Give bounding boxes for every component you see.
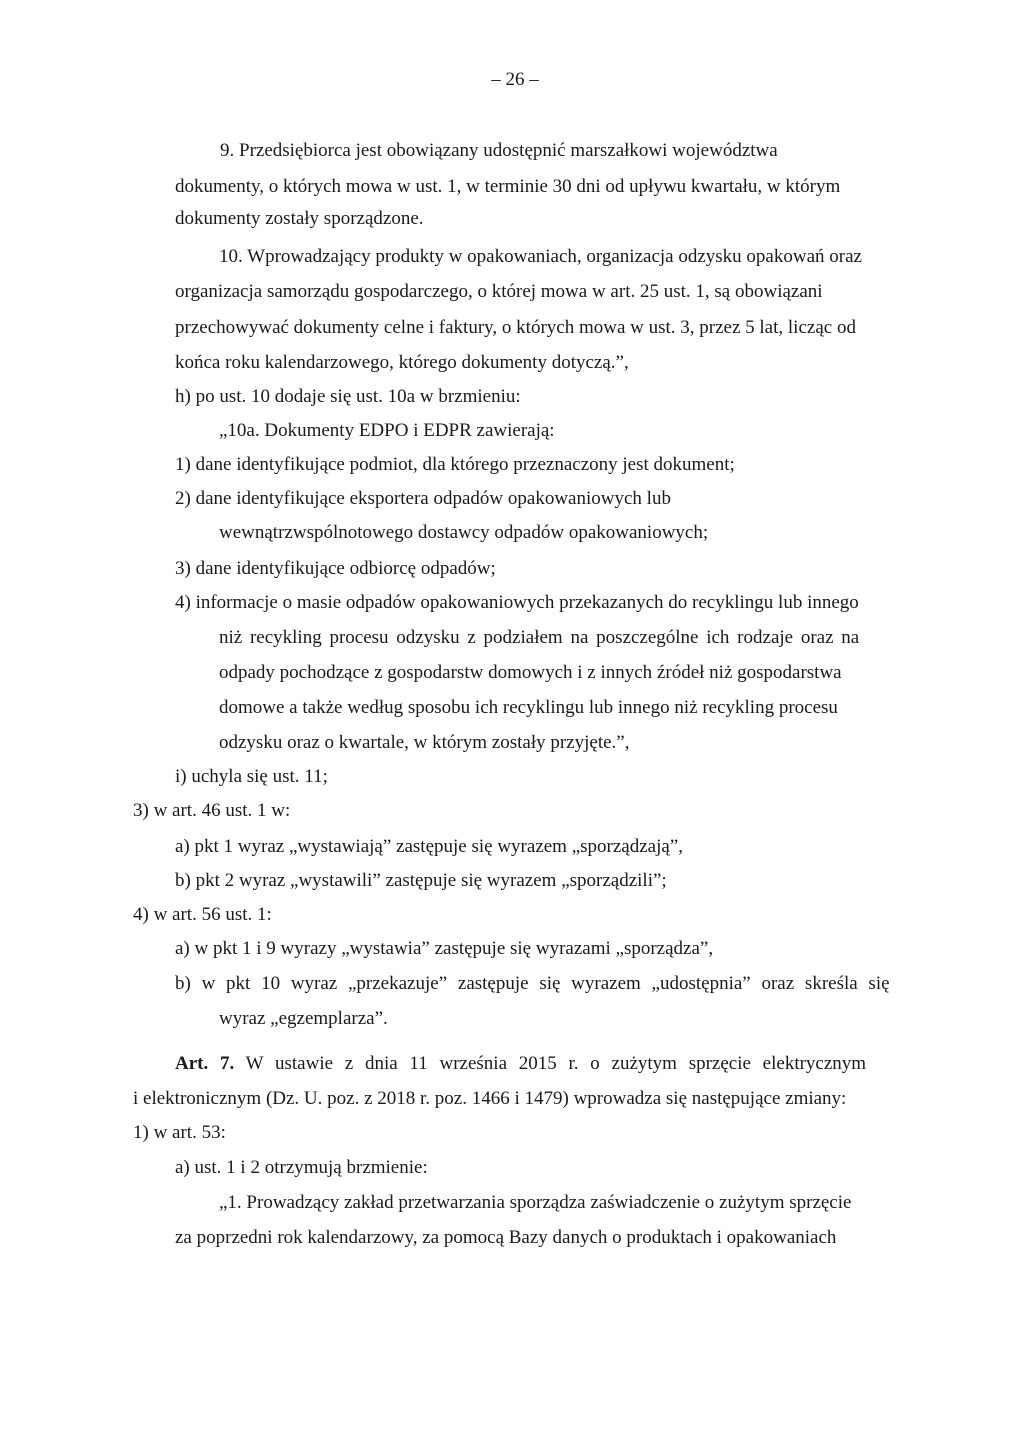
p9-line1-text: 9. Przedsiębiorca jest obowiązany udostępnić marszałkowi województwa: [220, 140, 778, 161]
art7-line2: i elektronicznym (Dz. U. poz. z 2018 r. poz. 1466 i 1479) wprowadza się następujące zmiany:: [133, 1088, 847, 1109]
art7-line1-text: W ustawie z dnia 11 września 2015 r. o zużytym sprzęcie elektrycznym: [245, 1053, 867, 1074]
art7-label: Art. 7.: [175, 1053, 235, 1074]
pt3-head: 3) w art. 46 ust. 1 w:: [133, 800, 291, 821]
p10a-item2-line1: 2) dane identyfikujące eksportera odpadów opakowaniowych lub: [175, 488, 671, 509]
p10a-item3: 3) dane identyfikujące odbiorcę odpadów;: [175, 558, 496, 579]
p9-line1: [220, 139, 898, 163]
p10-line2: organizacja samorządu gospodarczego, o której mowa w art. 25 ust. 1, są obowiązani: [175, 281, 823, 302]
p10a-item2-line2: wewnątrzwspólnotowego dostawcy odpadów opakowaniowych;: [219, 522, 709, 543]
p10a-item4-line5: odzysku oraz o kwartale, w którym zostały przyjęte.”,: [219, 732, 630, 753]
p10-line1: 10. Wprowadzający produkty w opakowaniach, organizacja odzysku opakowań oraz: [219, 246, 862, 267]
p10a-intro: „10a. Dokumenty EDPO i EDPR zawierają:: [219, 420, 555, 441]
p10a-item4-line3: odpady pochodzące z gospodarstw domowych i z innych źródeł niż gospodarstwa: [219, 662, 842, 683]
art7-line1: [175, 1052, 866, 1076]
p10-line3: przechowywać dokumenty celne i faktury, o których mowa w ust. 3, przez 5 lat, licząc od: [175, 317, 856, 338]
page-number: – 26 –: [491, 69, 539, 90]
i-item: i) uchyla się ust. 11;: [175, 766, 328, 787]
p10-line4: końca roku kalendarzowego, którego dokumenty dotyczą.”,: [175, 352, 629, 373]
p9-line2: dokumenty, o których mowa w ust. 1, w terminie 30 dni od upływu kwartału, w którym: [175, 176, 841, 197]
pt4-b-line1: b) w pkt 10 wyraz „przekazuje” zastępuje się wyrazem „udostępnia” oraz skreśla się: [175, 973, 890, 994]
art7-quote-line2: za poprzedni rok kalendarzowy, za pomocą Bazy danych o produktach i opakowaniach: [175, 1227, 837, 1248]
pt3-b: b) pkt 2 wyraz „wystawili” zastępuje się wyrazem „sporządzili”;: [175, 870, 667, 891]
pt4-b-line2: wyraz „egzemplarza”.: [219, 1008, 388, 1029]
p10a-item1: 1) dane identyfikujące podmiot, dla którego przeznaczony jest dokument;: [175, 454, 735, 475]
p10a-item4-line2: niż recykling procesu odzysku z podziałem na poszczególne ich rodzaje oraz na: [219, 627, 860, 648]
art7-a: a) ust. 1 i 2 otrzymują brzmienie:: [175, 1157, 428, 1178]
pt3-a: a) pkt 1 wyraz „wystawiają” zastępuje się wyrazem „sporządzają”,: [175, 836, 683, 857]
h-item: h) po ust. 10 dodaje się ust. 10a w brzmieniu:: [175, 386, 521, 407]
art7-quote-line1: „1. Prowadzący zakład przetwarzania sporządza zaświadczenie o zużytym sprzęcie: [219, 1192, 852, 1213]
pt4-head: 4) w art. 56 ust. 1:: [133, 904, 272, 925]
p10a-item4-line4: domowe a także według sposobu ich recyklingu lub innego niż recykling procesu: [219, 697, 838, 718]
pt4-a: a) w pkt 1 i 9 wyrazy „wystawia” zastępuje się wyrazami „sporządza”,: [175, 938, 714, 959]
art7-pt1: 1) w art. 53:: [133, 1122, 226, 1143]
p9-line3: dokumenty zostały sporządzone.: [175, 208, 424, 229]
p10a-item4-line1: 4) informacje o masie odpadów opakowaniowych przekazanych do recyklingu lub innego: [175, 592, 859, 613]
